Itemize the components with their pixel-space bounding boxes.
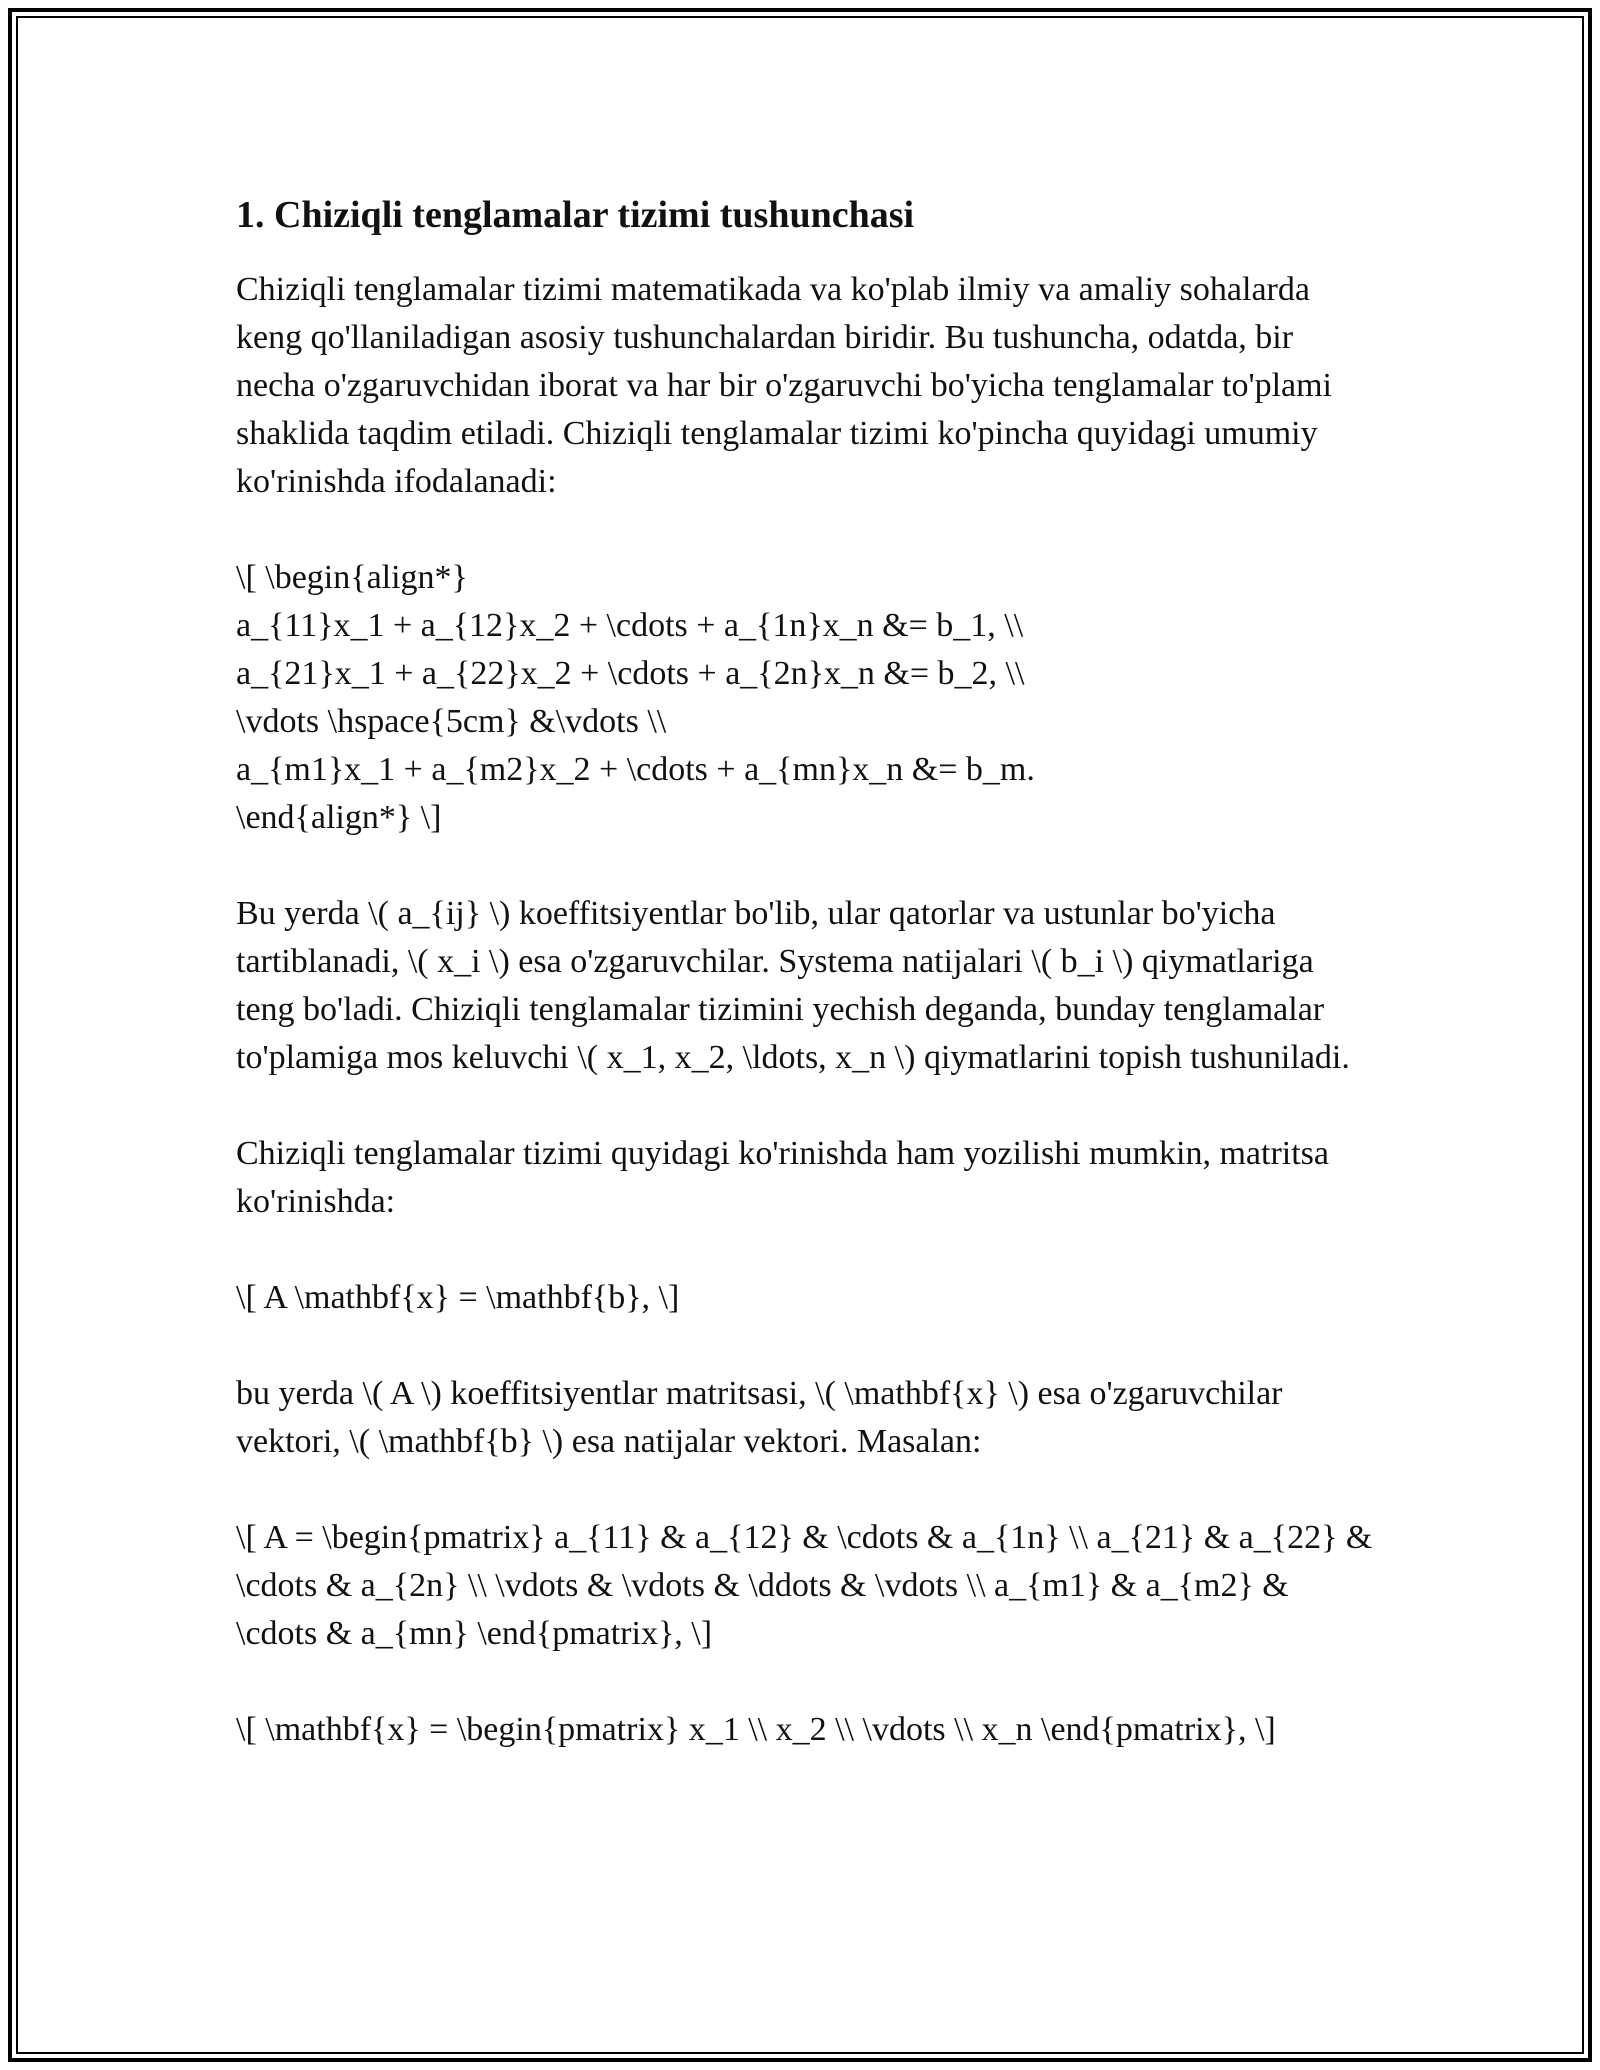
intro-paragraph: Chiziqli tenglamalar tizimi matematikada va ko'plab ilmiy va amaliy sohalarda keng qo'llaniladigan asosiy tushunchalardan biridir. Bu tushuncha, odatda, bir necha o'zgaruvchidan iborat va har bir o'zgaruvchi bo'yicha tenglamalar to'plami shaklida taqdim etiladi. Chiziqli tenglamalar tizimi ko'pincha quyidagi umumiy ko'rinishda ifodalanadi: <box>236 271 1333 500</box>
vector-x-equation: \[ \mathbf{x} = \begin{pmatrix} x_1 \\ x_2 \\ \vdots \\ x_n \end{pmatrix}, \] <box>236 1711 1276 1748</box>
matrix-form-paragraph: Chiziqli tenglamalar tizimi quyidagi ko'rinishda ham yozilishi mumkin, matritsa ko'rinishda: <box>236 1135 1329 1220</box>
document-body <box>236 190 1376 1802</box>
matrix-a-equation: \[ A = \begin{pmatrix} a_{11} & a_{12} & \cdots & a_{1n} \\ a_{21} & a_{22} & \cdots & a_{2n} \\ \vdots & \vdots & \ddots & \vdots \\ a_{m1} & a_{m2} & \cdots & a_{mn} \end{pmatrix}, \] <box>236 1519 1373 1652</box>
vectors-paragraph: bu yerda \( A \) koeffitsiyentlar matritsasi, \( \mathbf{x} \) esa o'zgaruvchilar vektori, \( \mathbf{b} \) esa natijalar vektori. Masalan: <box>236 1375 1283 1460</box>
matrix-equation: \[ A \mathbf{x} = \mathbf{b}, \] <box>236 1279 680 1316</box>
align-equation-block: \[ \begin{align*} a_{11}x_1 + a_{12}x_2 + \cdots + a_{1n}x_n &= b_1, \\ a_{21}x_1 + a_{22}x_2 + \cdots + a_{2n}x_n &= b_2, \\ \vdots \hspace{5cm} &\vdots \\ a_{m1}x_1 + a_{m2}x_2 + \cdots + a_{mn}x_n &= b_m. \end{align*} \] <box>236 559 1035 836</box>
coefficients-paragraph: Bu yerda \( a_{ij} \) koeffitsiyentlar bo'lib, ular qatorlar va ustunlar bo'yicha tartiblanadi, \( x_i \) esa o'zgaruvchilar. Systema natijalari \( b_i \) qiymatlariga teng bo'ladi. Chiziqli tenglamalar tizimini yechish deganda, bunday tenglamalar to'plamiga mos keluvchi \( x_1, x_2, \ldots, x_n \) qiymatlarini topish tushuniladi. <box>236 895 1350 1076</box>
section-heading: 1. Chiziqli tenglamalar tizimi tushunchasi <box>236 194 915 236</box>
